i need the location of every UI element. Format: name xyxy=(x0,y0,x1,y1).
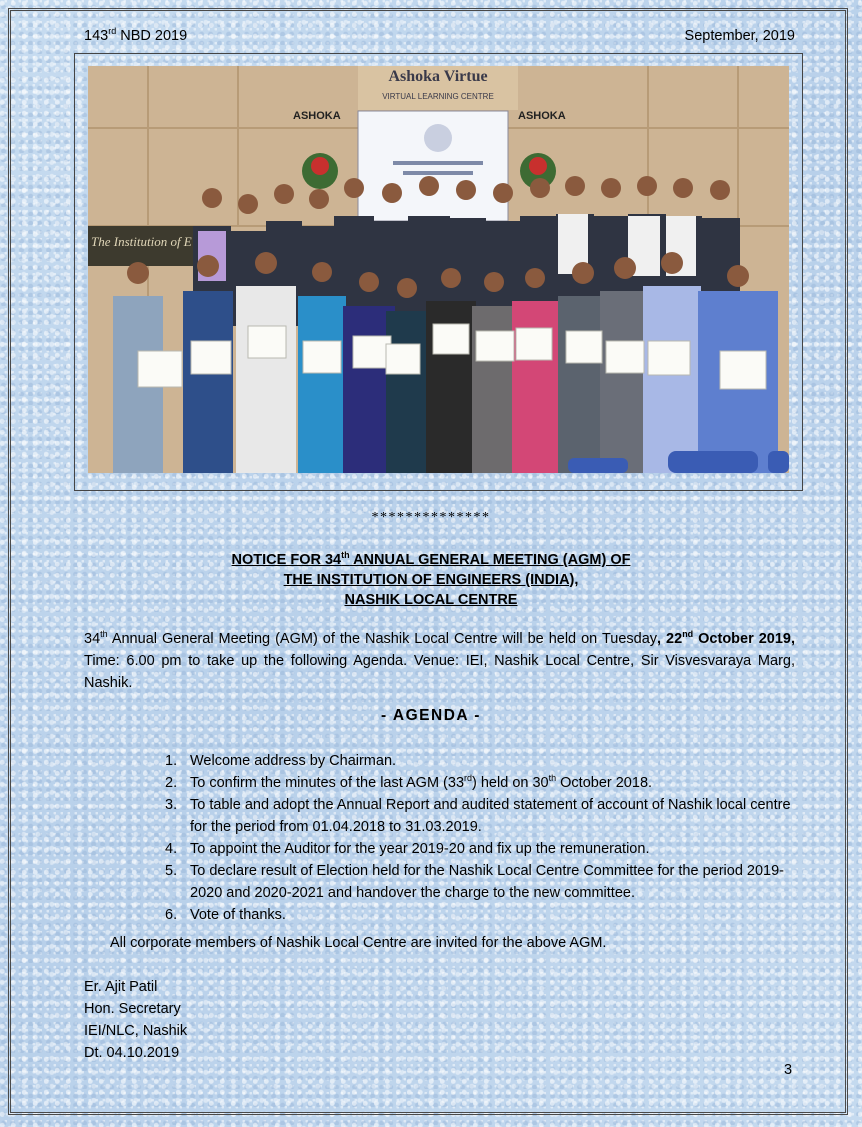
meeting-intro: 34th Annual General Meeting (AGM) of the Nashik Local Centre will be held on Tuesday, 22nd October 2019, Time: 6.00 pm to take up the following Agenda. Venue: IEI, Nashik Local Centre, Sir Visvesvaraya Marg, Nashik. xyxy=(84,628,796,691)
page-number: 3 xyxy=(784,1062,793,1078)
separator: ************** xyxy=(371,510,491,525)
agenda-heading: - AGENDA - xyxy=(381,707,481,724)
banner-subtitle: VIRTUAL LEARNING CENTRE xyxy=(382,92,494,101)
agenda-list xyxy=(165,750,805,926)
signature-date: Dt. 04.10.2019 xyxy=(84,1045,180,1061)
notice-title-line-3: NASHIK LOCAL CENTRE xyxy=(344,592,518,608)
agenda-item: 3. To table and adopt the Annual Report and audited statement of account of Nashik local centre for the period from 01.04.2018 to 31.03.2019. xyxy=(165,797,791,835)
signature-block xyxy=(84,976,187,1064)
notice-title-line-2: THE INSTITUTION OF ENGINEERS (INDIA), xyxy=(283,572,579,588)
signatory-title: Hon. Secretary xyxy=(84,1001,181,1017)
group-photo xyxy=(88,66,789,473)
newsletter-date: September, 2019 xyxy=(684,28,795,44)
agenda-item: 2. To confirm the minutes of the last AGM (33rd) held on 30th October 2018. xyxy=(165,772,653,791)
signatory-org: IEI/NLC, Nashik xyxy=(84,1023,188,1039)
logo-right: ASHOKA xyxy=(518,110,566,122)
notice-title-line-1: NOTICE FOR 34th ANNUAL GENERAL MEETING (AGM) OF xyxy=(231,549,631,568)
logo-left: ASHOKA xyxy=(293,110,341,122)
agenda-item: 5. To declare result of Election held for the Nashik Local Centre Committee for the period 2019-2020 and 2020-2021 and handover the charge to the new committee. xyxy=(165,863,785,901)
agenda-item: 1. Welcome address by Chairman. xyxy=(165,753,397,769)
signatory-name: Er. Ajit Patil xyxy=(84,979,158,995)
agenda-item: 6. Vote of thanks. xyxy=(165,907,286,923)
agenda-item: 4. To appoint the Auditor for the year 2019-20 and fix up the remuneration. xyxy=(165,841,650,857)
invitation-text: All corporate members of Nashik Local Centre are invited for the above AGM. xyxy=(110,935,607,951)
notice-title xyxy=(0,550,862,610)
newsletter-issue: 143rd NBD 2019 xyxy=(84,25,188,44)
wall-sign: The Institution of E xyxy=(91,234,192,249)
banner-title: Ashoka Virtue xyxy=(388,68,488,85)
